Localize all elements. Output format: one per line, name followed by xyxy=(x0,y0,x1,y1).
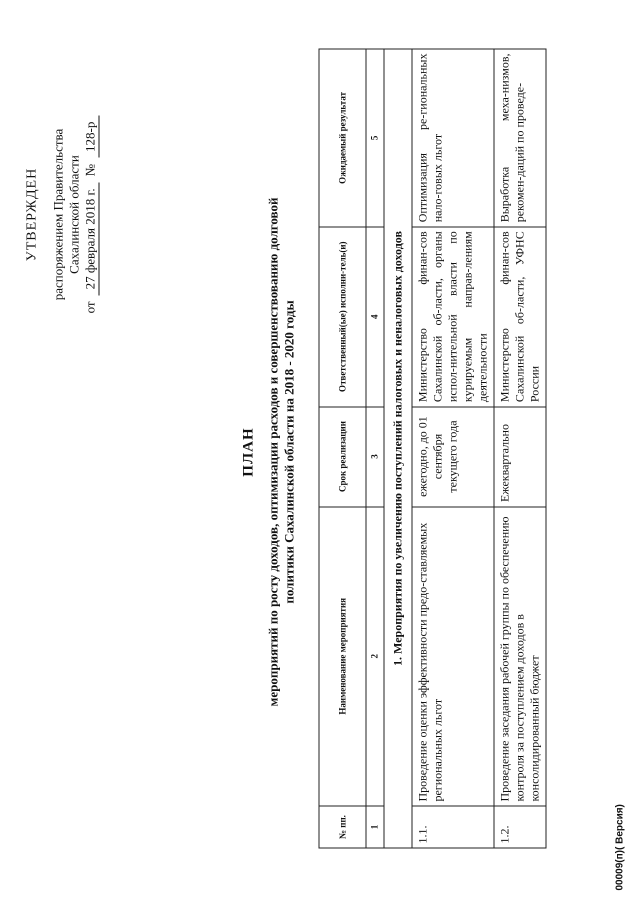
row-number: 1.2. xyxy=(494,806,546,848)
plan-subtitle-line-2: политики Сахалинской области на 2018 - 2020 годы xyxy=(281,300,297,604)
table-row xyxy=(412,49,494,848)
approval-stamp xyxy=(25,45,100,385)
plan-table xyxy=(319,49,547,849)
column-number: 4 xyxy=(366,227,384,407)
table-header-row xyxy=(319,49,366,848)
expected-result: Выработка меха-низмов, рекомен-даций по проведе- xyxy=(494,49,546,227)
plan-subtitle-line-1: мероприятий по росту доходов, оптимизации расходов и совершенствованию долговой xyxy=(265,197,281,707)
approval-number: 128-р xyxy=(83,116,100,158)
measure-name: Проведение заседания рабочей группы по обеспечению контроля за поступлением доходов в консолидированный бюджет xyxy=(494,507,546,807)
column-number: 3 xyxy=(366,407,384,507)
implementation-term: Ежеквартально xyxy=(494,407,546,507)
approval-line-1: распоряжением Правительства xyxy=(50,128,66,301)
section-row xyxy=(384,49,412,848)
column-header: Наименование мероприятия xyxy=(319,507,366,807)
approval-number-label: № xyxy=(82,163,98,177)
approval-header: УТВЕРЖДЕН xyxy=(24,167,40,262)
table-row xyxy=(494,49,546,848)
document-page xyxy=(1,0,640,905)
column-number: 1 xyxy=(366,806,384,848)
column-header: Ответственный(ые) исполни-тель(и) xyxy=(319,227,366,407)
column-number-row xyxy=(366,49,384,848)
approval-from-label: от xyxy=(82,301,98,314)
expected-result: Оптимизация ре-гиональных нало-говых льгот xyxy=(412,49,494,227)
measure-name: Проведение оценки эффективности предо-ставляемых региональных льгот xyxy=(412,507,494,807)
section-heading: 1. Мероприятия по увеличению поступлений налоговых и неналоговых доходов xyxy=(384,49,412,848)
column-header: Срок реализации xyxy=(319,407,366,507)
column-header: Ожидаемый результат xyxy=(319,49,366,227)
row-number: 1.1. xyxy=(412,806,494,848)
document-footer-code: 00009(п)( Версия) xyxy=(614,804,626,891)
plan-heading: ПЛАН xyxy=(240,427,257,477)
implementation-term: ежегодно, до 01 сентября текущего года xyxy=(412,407,494,507)
column-number: 5 xyxy=(366,49,384,227)
responsible-executor: Министерство финан-сов Сахалинской об-ласти, УФНС России xyxy=(494,227,546,407)
approval-line-2: Сахалинской области xyxy=(66,155,82,274)
column-number: 2 xyxy=(366,507,384,807)
document-title xyxy=(241,0,298,905)
responsible-executor: Министерство финан-сов Сахалинской об-ласти, органы испол-нительной власти по курируемым направ-лениям деятельности xyxy=(412,227,494,407)
approval-date: 27 февраля 2018 г. xyxy=(83,182,100,295)
approval-date-line xyxy=(83,45,100,385)
column-header: № пп. xyxy=(319,806,366,848)
